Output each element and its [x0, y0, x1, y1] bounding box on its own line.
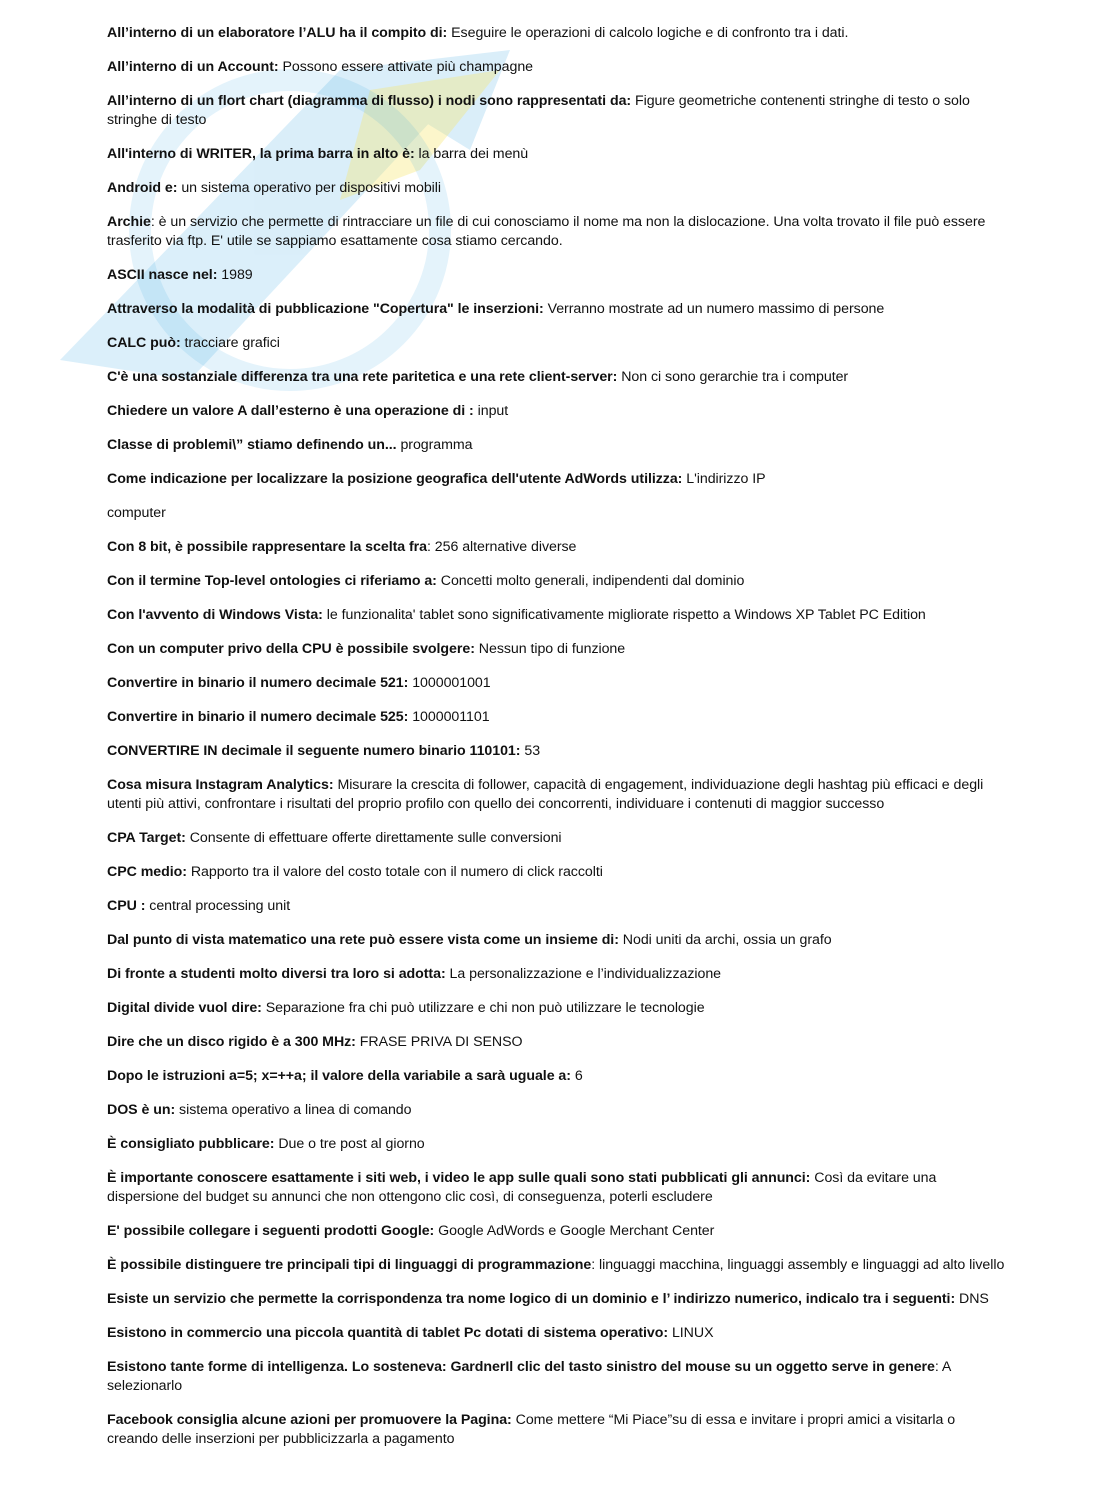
qa-entry	[107, 931, 1005, 950]
qa-question: Classe di problemi\” stiamo definendo un...	[107, 437, 397, 453]
qa-answer: Verranno mostrate ad un numero massimo di persone	[547, 301, 885, 317]
qa-entry	[107, 1169, 1005, 1207]
qa-answer: Così da evitare una dispersione del budget su annunci che non ottengono clic così, di conseguenza, poterli escludere	[107, 1170, 937, 1205]
qa-question: Android e:	[107, 180, 178, 196]
qa-question: CPA Target:	[107, 830, 186, 846]
qa-answer: Misurare la crescita di follower, capacità di engagement, individuazione degli hashtag più efficaci e degli utenti più attivi, confrontare i risultati del proprio profilo con quello dei concorrenti, individuare i contenuti di maggior successo	[107, 777, 984, 812]
qa-entry	[107, 1324, 1005, 1343]
qa-question: Esistono in commercio una piccola quantità di tablet Pc dotati di sistema operativo:	[107, 1325, 669, 1341]
qa-answer: LINUX	[671, 1325, 714, 1341]
qa-answer: L'indirizzo IP	[682, 471, 766, 487]
qa-entry	[107, 572, 1005, 591]
qa-question: CONVERTIRE IN decimale il seguente numero binario 110101:	[107, 743, 521, 759]
qa-answer: input	[477, 403, 509, 419]
qa-entry	[107, 402, 1005, 421]
qa-answer: la barra dei menù	[418, 146, 529, 162]
qa-question: Dire che un disco rigido è a 300 MHz:	[107, 1034, 356, 1050]
qa-question: All'interno di WRITER, la prima barra in alto è:	[107, 146, 415, 162]
qa-answer: Nessun tipo di funzione	[478, 641, 626, 657]
qa-entry	[107, 1290, 1005, 1309]
qa-answer: Concetti molto generali, indipendenti dal dominio	[440, 573, 745, 589]
qa-answer: FRASE PRIVA DI SENSO	[359, 1034, 523, 1050]
qa-entry	[107, 266, 1005, 285]
qa-entry	[107, 829, 1005, 848]
qa-entry	[107, 1101, 1005, 1120]
qa-answer: Rapporto tra il valore del costo totale con il numero di click raccolti	[190, 864, 603, 880]
qa-answer: le funzionalita' tablet sono significativamente migliorate rispetto a Windows XP Tablet PC Edition	[326, 607, 926, 623]
qa-answer: La personalizzazione e l’individualizzazione	[449, 966, 722, 982]
qa-question: Archie	[107, 214, 151, 230]
qa-entry	[107, 776, 1005, 814]
qa-entry	[107, 538, 1005, 557]
qa-answer: 1989	[221, 267, 253, 283]
qa-question: Esiste un servizio che permette la corrispondenza tra nome logico di un dominio e l’ indirizzo numerico, indicalo tra i seguenti:	[107, 1291, 956, 1307]
qa-entry	[107, 708, 1005, 727]
qa-question: È consigliato pubblicare:	[107, 1136, 275, 1152]
qa-entry	[107, 1358, 1005, 1396]
qa-entry	[107, 1067, 1005, 1086]
qa-question: Come indicazione per localizzare la posizione geografica dell'utente AdWords utilizza:	[107, 471, 683, 487]
qa-answer: sistema operativo a linea di comando	[179, 1102, 412, 1118]
qa-entry	[107, 58, 1005, 77]
qa-answer: tracciare grafici	[184, 335, 280, 351]
qa-entry	[107, 1135, 1005, 1154]
qa-entry	[107, 999, 1005, 1018]
qa-question: Con 8 bit, è possibile rappresentare la scelta fra	[107, 539, 427, 555]
qa-entry	[107, 863, 1005, 882]
qa-answer: programma	[400, 437, 473, 453]
qa-answer: Come mettere “Mi Piace”su di essa e invitare i propri amici a visitarla o creando delle inserzioni per pubblicizzarla a pagamento	[107, 1412, 956, 1447]
qa-entry	[107, 300, 1005, 319]
qa-question: Dal punto di vista matematico una rete può essere vista come un insieme di:	[107, 932, 619, 948]
qa-entry	[107, 1222, 1005, 1241]
qa-answer: un sistema operativo per dispositivi mobili	[181, 180, 441, 196]
qa-entry	[107, 368, 1005, 387]
qa-question: All’interno di un flort chart (diagramma di flusso) i nodi sono rappresentati da:	[107, 93, 632, 109]
qa-question: Esistono tante forme di intelligenza. Lo sosteneva: GardnerIl clic del tasto sinistro del mouse su un oggetto serve in genere	[107, 1359, 935, 1375]
qa-question: E' possibile collegare i seguenti prodotti Google:	[107, 1223, 435, 1239]
qa-answer: 1000001001	[412, 675, 491, 691]
qa-question: È possibile distinguere tre principali tipi di linguaggi di programmazione	[107, 1257, 592, 1273]
qa-entry	[107, 436, 1005, 455]
qa-question: Con un computer privo della CPU è possibile svolgere:	[107, 641, 475, 657]
qa-entry	[107, 742, 1005, 761]
qa-answer: computer	[107, 505, 166, 521]
qa-question: DOS è un:	[107, 1102, 176, 1118]
qa-entry	[107, 145, 1005, 164]
qa-answer: 6	[574, 1068, 583, 1084]
qa-entry	[107, 1411, 1005, 1449]
qa-question: Dopo le istruzioni a=5; x=++a; il valore della variabile a sarà uguale a:	[107, 1068, 571, 1084]
qa-question: Attraverso la modalità di pubblicazione "Copertura" le inserzioni:	[107, 301, 544, 317]
qa-question: CALC può:	[107, 335, 181, 351]
qa-answer: Separazione fra chi può utilizzare e chi non può utilizzare le tecnologie	[265, 1000, 705, 1016]
qa-answer: Due o tre post al giorno	[278, 1136, 425, 1152]
qa-entry	[107, 213, 1005, 251]
qa-entry	[107, 640, 1005, 659]
qa-question: All’interno di un elaboratore l’ALU ha il compito di:	[107, 25, 448, 41]
qa-answer: Google AdWords e Google Merchant Center	[438, 1223, 715, 1239]
qa-entry	[107, 334, 1005, 353]
qa-answer: Possono essere attivate più champagne	[282, 59, 534, 75]
qa-answer: Non ci sono gerarchie tra i computer	[621, 369, 849, 385]
document-page	[107, 24, 1005, 1464]
qa-entry	[107, 24, 1005, 43]
qa-entry	[107, 1256, 1005, 1275]
qa-entry	[107, 1033, 1005, 1052]
qa-answer: Consente di effettuare offerte direttamente sulle conversioni	[189, 830, 562, 846]
qa-answer: Nodi uniti da archi, ossia un grafo	[622, 932, 832, 948]
qa-entry	[107, 179, 1005, 198]
qa-question: Convertire in binario il numero decimale 521:	[107, 675, 409, 691]
qa-answer: 53	[524, 743, 541, 759]
qa-question: ASCII nasce nel:	[107, 267, 218, 283]
qa-answer: : è un servizio che permette di rintracciare un file di cui conosciamo il nome ma non la dislocazione. Una volta trovato il file può essere trasferito via ftp. E' utile se sappiamo esattamente cosa stiamo cercando.	[107, 214, 986, 249]
qa-question: Chiedere un valore A dall’esterno è una operazione di :	[107, 403, 474, 419]
qa-question: C'è una sostanziale differenza tra una rete paritetica e una rete client-server:	[107, 369, 618, 385]
qa-question: Convertire in binario il numero decimale 525:	[107, 709, 409, 725]
qa-question: Digital divide vuol dire:	[107, 1000, 262, 1016]
qa-entry	[107, 674, 1005, 693]
qa-answer: Eseguire le operazioni di calcolo logiche e di confronto tra i dati.	[451, 25, 849, 41]
qa-answer: : linguaggi macchina, linguaggi assembly e linguaggi ad alto livello	[591, 1257, 1005, 1273]
qa-entry	[107, 470, 1005, 489]
qa-entry	[107, 965, 1005, 984]
qa-question: Facebook consiglia alcune azioni per promuovere la Pagina:	[107, 1412, 512, 1428]
qa-question: CPU :	[107, 898, 146, 914]
qa-answer: Figure geometriche contenenti stringhe di testo o solo stringhe di testo	[107, 93, 970, 128]
qa-entry	[107, 92, 1005, 130]
qa-entry	[107, 897, 1005, 916]
qa-question: CPC medio:	[107, 864, 187, 880]
qa-question: È importante conoscere esattamente i siti web, i video le app sulle quali sono stati pubblicati gli annunci:	[107, 1170, 811, 1186]
qa-question: Con l'avvento di Windows Vista:	[107, 607, 323, 623]
qa-answer: : 256 alternative diverse	[427, 539, 577, 555]
qa-question: Cosa misura Instagram Analytics:	[107, 777, 334, 793]
qa-answer: : A selezionarlo	[107, 1359, 951, 1394]
qa-entry	[107, 606, 1005, 625]
qa-question: Con il termine Top-level ontologies ci riferiamo a:	[107, 573, 437, 589]
qa-entry	[107, 504, 1005, 523]
qa-answer: central processing unit	[149, 898, 291, 914]
qa-answer: DNS	[959, 1291, 989, 1307]
qa-question: Di fronte a studenti molto diversi tra loro si adotta:	[107, 966, 446, 982]
qa-answer: 1000001101	[412, 709, 490, 725]
qa-question: All’interno di un Account:	[107, 59, 279, 75]
